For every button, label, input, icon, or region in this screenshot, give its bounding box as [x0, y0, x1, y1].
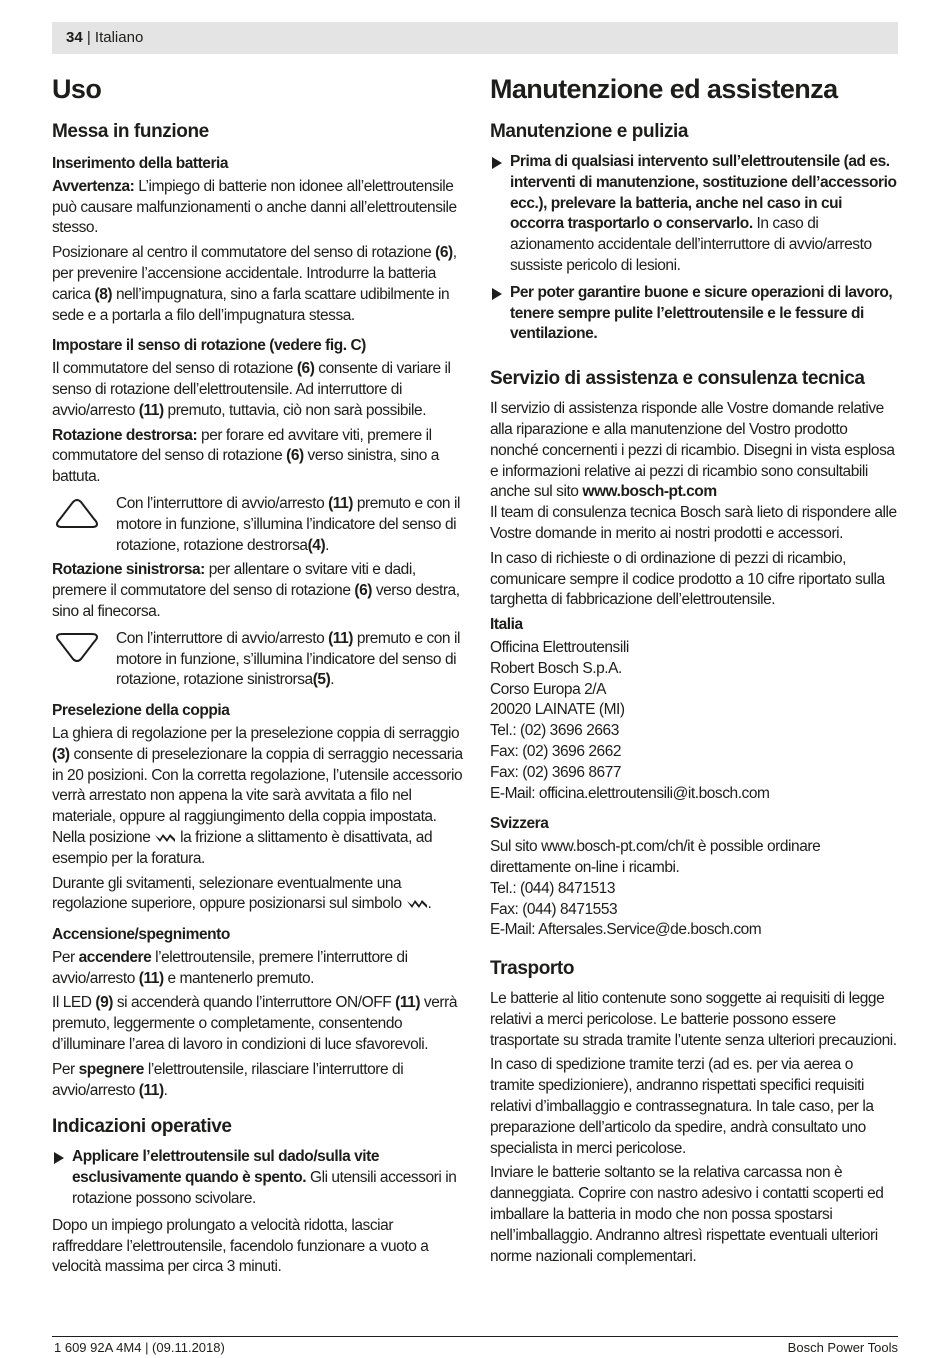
- paragraph-trasporto-2: In caso di spedizione tramite terzi (ad es. per via aerea o tramite spedizioniere), andranno rispettati specifici requisiti relativi d’imballaggio e contrassegnatura. In tale caso, per la preparazione dell’articolo da spedire, andrà consultato uno specialista in merci pericolose.: [490, 1056, 874, 1157]
- address-line: Officina Elettroutensili: [490, 638, 629, 656]
- header-language: Italiano: [94, 29, 144, 46]
- heading-italia: Italia: [490, 616, 523, 634]
- heading-messa-in-funzione: Messa in funzione: [52, 121, 209, 142]
- link-bosch-pt[interactable]: www.bosch-pt.com: [582, 483, 717, 501]
- fax-line: Fax: (02) 3696 2662: [490, 742, 622, 760]
- heading-manutenzione-pulizia: Manutenzione e pulizia: [490, 121, 689, 142]
- paragraph-posizionare: Posizionare al centro il commutatore del senso di rotazione (6), per prevenire l’accensione accidentale. Introdurre la batteria carica (8) nell’impugnatura, sino a farla scattare udibilmente in sede e a portarla a filo dell’impugnatura stessa.: [52, 244, 457, 324]
- paragraph-ghiera: La ghiera di regolazione per la preselezione coppia di serraggio (3) consente di preselezionare la coppia di serraggio necessaria in 20 posizioni. Con la corretta regolazione, l’utensile accessorio verrà arrestato non appena la vite sarà avvitata a filo nel materiale, oppure al raggiungimento della coppia impostata. Nella posizione la frizione a slittamento è disattivata, ad esempio per la foratura.: [52, 724, 463, 867]
- paragraph-accendere: Per accendere l’elettroutensile, premere l’interruttore di avvio/arresto (11) e mantenerlo premuto.: [52, 948, 408, 987]
- fax-line: Fax: (044) 8471553: [490, 900, 618, 918]
- page-footer: [52, 1336, 898, 1355]
- fax-line: Fax: (02) 3696 8677: [490, 763, 622, 781]
- left-column: [52, 66, 464, 1282]
- address-line: 20020 LAINATE (MI): [490, 701, 625, 719]
- rotation-left-indicator-icon: [54, 631, 100, 665]
- page-number: 34: [66, 29, 83, 46]
- heading-accensione: Accensione/spegnimento: [52, 926, 230, 944]
- bullet-prelevare-batteria: Prima di qualsiasi intervento sull’elettroutensile (ad es. interventi di manutenzione, sostituzione dell’accessorio ecc.), prelevare la batteria, anche nel caso in cui occorra trasportarlo o conservarlo. In caso di azionamento accidentale dell’interruttore di avvio/arresto sussiste pericolo di lesioni.: [490, 152, 898, 277]
- heading-senso-rotazione: Impostare il senso di rotazione (vedere fig. C): [52, 337, 366, 355]
- email-line: E-Mail: Aftersales.Service@de.bosch.com: [490, 921, 762, 939]
- phone-line: Tel.: (02) 3696 2663: [490, 722, 619, 740]
- paragraph-spegnere: Per spegnere l’elettroutensile, rilasciare l’interruttore di avvio/arresto (11).: [52, 1060, 404, 1099]
- bullet-pulizia: Per poter garantire buone e sicure operazioni di lavoro, tenere sempre pulite l’elettroutensile e le fessure di ventilazione.: [490, 283, 898, 345]
- heading-manutenzione-assistenza: Manutenzione ed assistenza: [490, 74, 838, 104]
- heading-trasporto: Trasporto: [490, 958, 575, 980]
- address-italia: [490, 638, 898, 804]
- rotation-right-indicator-icon: [54, 496, 100, 530]
- heading-preselezione-coppia: Preselezione della coppia: [52, 702, 230, 720]
- email-line: E-Mail: officina.elettroutensili@it.bosch.com: [490, 784, 770, 802]
- paragraph-commutatore: Il commutatore del senso di rotazione (6) consente di variare il senso di rotazione dell’elettroutensile. Ad interruttore di avvio/arresto (11) premuto, tuttavia, ciò non sarà possibile.: [52, 360, 451, 419]
- address-line: Corso Europa 2/A: [490, 680, 607, 698]
- paragraph-servizio: Il servizio di assistenza risponde alle Vostre domande relative alla riparazione e alla manutenzione del Vostro prodotto nonché concernenti i pezzi di ricambio. Disegni in vista esplosa e informazioni relative ai pezzi di ricambio sono consultabili anche sul sito www.bosch-pt.com: [490, 400, 895, 501]
- paragraph-trasporto-3: Inviare le batterie soltanto se la relativa carcassa non è danneggiata. Coprire con nastro adesivo i contatti scoperti ed imballare la batteria in modo che non possa spostarsi nell’imballaggio. Andranno altresì rispettate eventuali ulteriori norme nazionali complementari.: [490, 1164, 884, 1265]
- bullet-arrow-icon: [492, 288, 502, 300]
- footer-brand: Bosch Power Tools: [787, 1340, 898, 1355]
- paragraph-richieste: In caso di richieste o di ordinazione di pezzi di ricambio, comunicare sempre il codice prodotto a 10 cifre riportato sulla targhetta di fabbricazione dell’elettroutensile.: [490, 549, 885, 609]
- right-column: [490, 66, 898, 1271]
- paragraph-led: Il LED (9) si accenderà quando l’interruttore ON/OFF (11) verrà premuto, leggermente o completamente, consentendo d’illuminare l’area di lavoro in condizioni di luce sfavorevoli.: [52, 994, 457, 1054]
- header-separator: |: [82, 29, 95, 46]
- paragraph-svizzera: Sul sito www.bosch-pt.com/ch/it è possible ordinare direttamente on-line i ricambi.: [490, 838, 821, 876]
- paragraph-trasporto-1: Le batterie al litio contenute sono soggette ai requisiti di legge relativi a merci pericolose. Le batterie possono essere trasportate su strada tramite l’utente senza ulteriori precauzioni.: [490, 990, 897, 1049]
- paragraph-rotazione-destrorsa: Rotazione destrorsa: per forare ed avvitare viti, premere il commutatore del senso di rotazione (6) verso sinistra, sino a battuta.: [52, 426, 439, 486]
- paragraph-team-consulenza: Il team di consulenza tecnica Bosch sarà lieto di rispondere alle Vostre domande in merito ai nostri prodotti e accessori.: [490, 504, 897, 542]
- drill-symbol-icon: [406, 899, 428, 909]
- heading-indicazioni-operative: Indicazioni operative: [52, 1116, 232, 1138]
- heading-svizzera: Svizzera: [490, 815, 549, 833]
- note-sinistrorsa: Con l’interruttore di avvio/arresto (11) premuto e con il motore in funzione, s’illumina l’indicatore del senso di rotazione, rotazione sinistrorsa(5).: [52, 629, 464, 691]
- paragraph-rotazione-sinistrorsa: Rotazione sinistrorsa: per allentare o svitare viti e dadi, premere il commutatore del senso di rotazione (6) verso destra, sino al finecorsa.: [52, 561, 460, 620]
- address-svizzera: [490, 879, 898, 941]
- heading-uso: Uso: [52, 74, 102, 104]
- bullet-arrow-icon: [492, 157, 502, 169]
- paragraph-impiego-prolungato: Dopo un impiego prolungato a velocità ridotta, lasciar raffreddare l’elettroutensile, facendolo funzionare a vuoto a velocità massima per circa 3 minuti.: [52, 1216, 429, 1276]
- paragraph-avvertenza: Avvertenza: L’impiego di batterie non idonee all’elettroutensile può causare malfunzionamenti o anche danni all’elettroutensile stesso.: [52, 177, 457, 237]
- bullet-applicare: Applicare l’elettroutensile sul dado/sulla vite esclusivamente quando è spento. Gli utensili accessori in rotazione possono scivolare.: [52, 1147, 464, 1209]
- page-header-bar: [52, 22, 898, 54]
- address-line: Robert Bosch S.p.A.: [490, 659, 622, 677]
- paragraph-svitamenti: Durante gli svitamenti, selezionare eventualmente una regolazione superiore, oppure posizionarsi sul simbolo .: [52, 874, 432, 913]
- footer-doc-code: 1 609 92A 4M4 | (09.11.2018): [54, 1340, 225, 1355]
- bullet-arrow-icon: [54, 1152, 64, 1164]
- drill-symbol-icon: [154, 833, 176, 843]
- note-destrorsa: Con l’interruttore di avvio/arresto (11) premuto e con il motore in funzione, s’illumina l’indicatore del senso di rotazione, rotazione destrorsa(4).: [52, 494, 464, 556]
- heading-servizio-assistenza: Servizio di assistenza e consulenza tecnica: [490, 368, 865, 390]
- phone-line: Tel.: (044) 8471513: [490, 879, 616, 897]
- heading-inserimento-batteria: Inserimento della batteria: [52, 155, 229, 172]
